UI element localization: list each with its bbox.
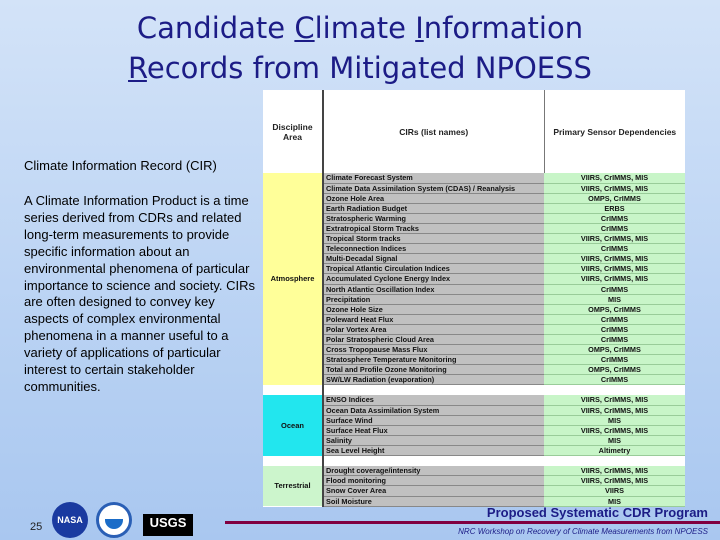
cir-name: Extratropical Storm Tracks	[323, 223, 544, 233]
table-row	[263, 405, 685, 415]
table-row	[263, 183, 685, 193]
spacer-row	[263, 456, 685, 466]
cir-name: Polar Stratospheric Cloud Area	[323, 335, 544, 345]
table-row	[263, 254, 685, 264]
title-text: C	[294, 11, 315, 45]
cir-name: Surface Wind	[323, 415, 544, 425]
cir-name: Stratosphere Temperature Monitoring	[323, 355, 544, 365]
table-row	[263, 335, 685, 345]
header-cirs: CIRs (list names)	[323, 90, 544, 173]
table-row	[263, 375, 685, 385]
sensor-dependency: VIIRS, CrIMMS, MIS	[544, 183, 685, 193]
table-row	[263, 314, 685, 324]
header-sensors: Primary Sensor Dependencies	[553, 126, 677, 137]
cir-name: Precipitation	[323, 294, 544, 304]
sensor-dependency: MIS	[544, 435, 685, 445]
cir-name: Tropical Atlantic Circulation Indices	[323, 264, 544, 274]
table-row	[263, 294, 685, 304]
cir-name: Sea Level Height	[323, 446, 544, 456]
spacer-row	[263, 385, 685, 395]
table-row	[263, 234, 685, 244]
footer-rule	[225, 521, 720, 524]
sensor-dependency: ERBS	[544, 203, 685, 213]
cir-name: Earth Radiation Budget	[323, 203, 544, 213]
nasa-logo: NASA	[52, 502, 88, 538]
table-row	[263, 264, 685, 274]
title-text: nformation	[423, 11, 584, 45]
sensor-dependency: VIIRS, CrIMMS, MIS	[544, 405, 685, 415]
sensor-dependency: VIIRS, CrIMMS, MIS	[544, 476, 685, 486]
sensor-dependency: VIIRS, CrIMMS, MIS	[544, 254, 685, 264]
program-title: Proposed Systematic CDR Program	[486, 505, 708, 520]
title-text: R	[128, 51, 147, 85]
table-row	[263, 446, 685, 456]
table-row	[263, 274, 685, 284]
table-row	[263, 173, 685, 183]
cir-name: Salinity	[323, 435, 544, 445]
cir-name: Cross Tropopause Mass Flux	[323, 345, 544, 355]
sensor-dependency: CrIMMS	[544, 355, 685, 365]
cir-name: Poleward Heat Flux	[323, 314, 544, 324]
table-row	[263, 466, 685, 476]
discipline-cell: Terrestrial	[263, 466, 323, 506]
cir-name: Ocean Data Assimilation System	[323, 405, 544, 415]
title-text: I	[415, 11, 424, 45]
table-row	[263, 425, 685, 435]
sensor-dependency: VIIRS, CrIMMS, MIS	[544, 466, 685, 476]
cir-name: Total and Profile Ozone Monitoring	[323, 365, 544, 375]
cir-name: Drought coverage/intensity	[323, 466, 544, 476]
cir-name: Polar Vortex Area	[323, 324, 544, 334]
sensor-dependency: VIIRS, CrIMMS, MIS	[544, 264, 685, 274]
table-row	[263, 395, 685, 405]
cir-table	[263, 90, 685, 507]
discipline-cell: Ocean	[263, 395, 323, 456]
cir-name: SW/LW Radiation (evaporation)	[323, 375, 544, 385]
cir-heading: Climate Information Record (CIR)	[24, 158, 217, 173]
cir-name: Stratospheric Warming	[323, 213, 544, 223]
cir-name: ENSO Indices	[323, 395, 544, 405]
sensor-dependency: Altimetry	[544, 446, 685, 456]
sensor-dependency: MIS	[544, 294, 685, 304]
usgs-logo: USGS	[143, 514, 193, 536]
cir-name: Accumulated Cyclone Energy Index	[323, 274, 544, 284]
sensor-dependency: VIIRS, CrIMMS, MIS	[544, 395, 685, 405]
cir-name: Flood monitoring	[323, 476, 544, 486]
title-text: ecords from Mitigated NPOESS	[146, 51, 592, 85]
cir-name: Teleconnection Indices	[323, 244, 544, 254]
cir-name: Tropical Storm tracks	[323, 234, 544, 244]
cir-name: Climate Forecast System	[323, 173, 544, 183]
cir-name: Climate Data Assimilation System (CDAS) / Reanalysis	[323, 183, 544, 193]
discipline-cell: Atmosphere	[263, 173, 323, 385]
sensor-dependency: CrIMMS	[544, 375, 685, 385]
table-row	[263, 223, 685, 233]
sensor-dependency: VIIRS	[544, 486, 685, 496]
table-row	[263, 203, 685, 213]
cir-name: North Atlantic Oscillation Index	[323, 284, 544, 294]
header-discipline: Discipline Area	[263, 90, 323, 173]
sensor-dependency: MIS	[544, 415, 685, 425]
sensor-dependency: CrIMMS	[544, 335, 685, 345]
noaa-logo	[96, 502, 132, 538]
cir-name: Ozone Hole Size	[323, 304, 544, 314]
table-row	[263, 355, 685, 365]
table-row	[263, 365, 685, 375]
sensor-dependency: OMPS, CrIMMS	[544, 345, 685, 355]
sensor-dependency: CrIMMS	[544, 314, 685, 324]
sensor-dependency: CrIMMS	[544, 284, 685, 294]
workshop-subtitle: NRC Workshop on Recovery of Climate Measurements from NPOESS	[458, 527, 708, 536]
sensor-dependency: VIIRS, CrIMMS, MIS	[544, 425, 685, 435]
slide-title	[0, 8, 720, 88]
cir-name: Multi-Decadal Signal	[323, 254, 544, 264]
page-number: 25	[30, 521, 43, 533]
sensor-dependency: CrIMMS	[544, 213, 685, 223]
title-text: limate	[314, 11, 416, 45]
sensor-dependency: OMPS, CrIMMS	[544, 193, 685, 203]
table-row	[263, 284, 685, 294]
sensor-dependency: VIIRS, CrIMMS, MIS	[544, 274, 685, 284]
cir-name: Snow Cover Area	[323, 486, 544, 496]
table-row	[263, 324, 685, 334]
sensor-dependency: CrIMMS	[544, 223, 685, 233]
cir-definition: A Climate Information Product is a time series derived from CDRs and related long-term measurements to provide specific information about an environmental phenomena of particular importance to science and society. CIRs are often designed to convey key aspects of complex environmental phenomena in a manner useful to a variety of applications of particular interest to certain stakeholder communities.	[24, 193, 255, 394]
table-row	[263, 244, 685, 254]
table-row	[263, 415, 685, 425]
sensor-dependency: MIS	[544, 496, 685, 506]
sensor-dependency: CrIMMS	[544, 244, 685, 254]
table-row	[263, 193, 685, 203]
sensor-dependency: OMPS, CrIMMS	[544, 304, 685, 314]
table-row	[263, 304, 685, 314]
cir-name: Ozone Hole Area	[323, 193, 544, 203]
sensor-dependency: VIIRS, CrIMMS, MIS	[544, 234, 685, 244]
sensor-dependency: CrIMMS	[544, 324, 685, 334]
table-row	[263, 486, 685, 496]
sensor-dependency: VIIRS, CrIMMS, MIS	[544, 173, 685, 183]
table-row	[263, 435, 685, 445]
table-row	[263, 213, 685, 223]
table-row	[263, 345, 685, 355]
sensor-dependency: OMPS, CrIMMS	[544, 365, 685, 375]
cir-name: Surface Heat Flux	[323, 425, 544, 435]
table-row	[263, 476, 685, 486]
cir-name: Soil Moisture	[323, 496, 544, 506]
title-text: Candidate	[136, 11, 295, 45]
